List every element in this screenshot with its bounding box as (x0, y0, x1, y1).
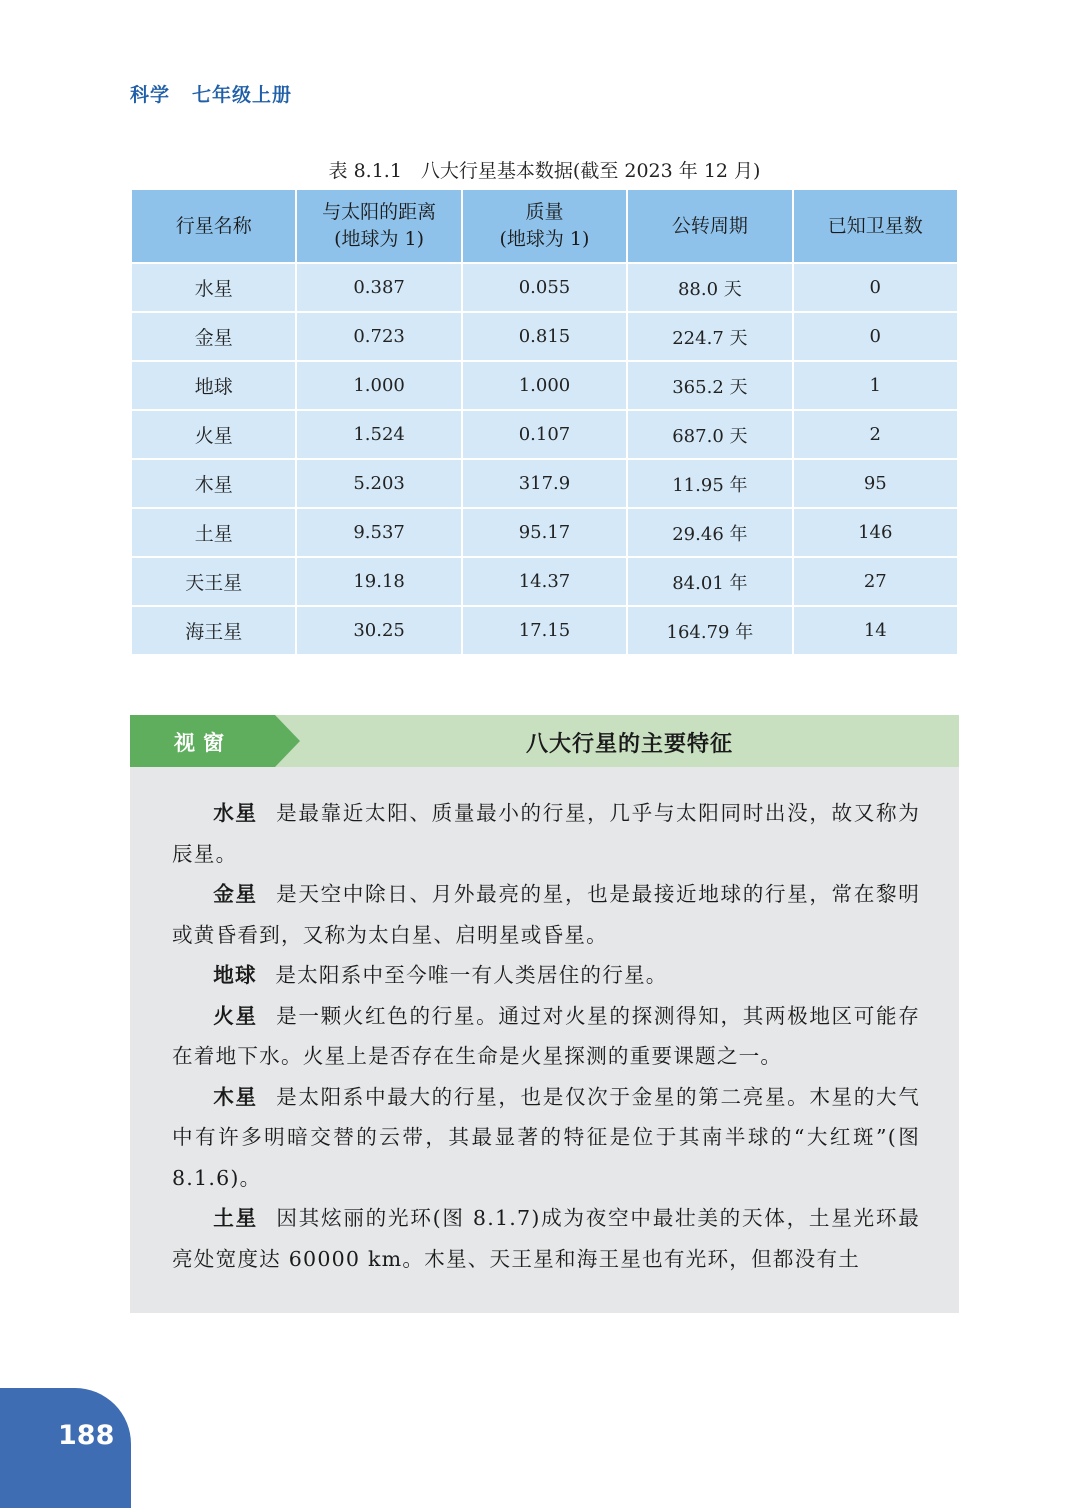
planet-paragraph (172, 955, 920, 996)
planet-term: 土星 (213, 1206, 258, 1230)
moons-cell: 1 (793, 361, 958, 410)
planet-paragraph (172, 996, 920, 1077)
planet-paragraph (172, 1077, 920, 1199)
planet-description: 是一颗火红色的行星。通过对火星的探测得知，其两极地区可能存在着地下水。火星上是否存在生命是火星探测的重要课题之一。 (172, 1003, 920, 1068)
distance-cell: 0.723 (296, 312, 461, 361)
distance-cell: 9.537 (296, 508, 461, 557)
table-row (131, 312, 958, 361)
planet-paragraph (172, 1198, 920, 1279)
planet-paragraph (172, 874, 920, 955)
planet-name-cell: 火星 (131, 410, 296, 459)
header-grade: 七年级上册 (192, 84, 293, 106)
moons-cell: 0 (793, 263, 958, 312)
distance-cell: 30.25 (296, 606, 461, 655)
mass-cell: 0.055 (462, 263, 627, 312)
table-row (131, 508, 958, 557)
planet-name-cell: 天王星 (131, 557, 296, 606)
table-row (131, 263, 958, 312)
mass-cell: 0.107 (462, 410, 627, 459)
period-cell: 84.01 年 (627, 557, 792, 606)
window-body (172, 793, 920, 1279)
window-sidebar-box (130, 715, 959, 1313)
planet-description: 是太阳系中至今唯一有人类居住的行星。 (275, 963, 668, 987)
period-cell: 11.95 年 (627, 459, 792, 508)
period-cell: 88.0 天 (627, 263, 792, 312)
planet-description: 是天空中除日、月外最亮的星，也是最接近地球的行星，常在黎明或黄昏看到，又称为太白星、启明星或昏星。 (172, 882, 920, 947)
planet-term: 地球 (213, 963, 257, 987)
planet-name-cell: 海王星 (131, 606, 296, 655)
planet-term: 水星 (213, 801, 258, 825)
column-header-planet: 行星名称 (131, 189, 296, 263)
table-row (131, 557, 958, 606)
planet-term: 木星 (213, 1084, 258, 1109)
planet-name-cell: 土星 (131, 508, 296, 557)
mass-cell: 95.17 (462, 508, 627, 557)
distance-cell: 19.18 (296, 557, 461, 606)
mass-cell: 0.815 (462, 312, 627, 361)
mass-cell: 17.15 (462, 606, 627, 655)
planet-description: 因其炫丽的光环(图 8.1.7)成为夜空中最壮美的天体，土星光环最亮处宽度达 60000 km。木星、天王星和海王星也有光环，但都没有土 (172, 1206, 920, 1271)
planet-paragraph (172, 793, 920, 874)
distance-cell: 1.524 (296, 410, 461, 459)
planet-description: 是太阳系中最大的行星，也是仅次于金星的第二亮星。木星的大气中有许多明暗交替的云带，其最显著的特征是位于其南半球的“大红斑”(图 8.1.6)。 (172, 1084, 920, 1190)
table-row (131, 361, 958, 410)
planet-name-cell: 金星 (131, 312, 296, 361)
running-header (130, 80, 292, 107)
distance-cell: 0.387 (296, 263, 461, 312)
moons-cell: 95 (793, 459, 958, 508)
planet-name-cell: 地球 (131, 361, 296, 410)
distance-cell: 1.000 (296, 361, 461, 410)
column-header-mass: 质量 (地球为 1) (462, 189, 627, 263)
moons-cell: 0 (793, 312, 958, 361)
table-row (131, 410, 958, 459)
period-cell: 365.2 天 (627, 361, 792, 410)
column-header-period: 公转周期 (627, 189, 792, 263)
moons-cell: 14 (793, 606, 958, 655)
table-header-row (131, 189, 958, 263)
window-tag-label: 视窗 (174, 731, 232, 755)
mass-cell: 317.9 (462, 459, 627, 508)
planet-term: 火星 (213, 1003, 258, 1028)
planet-name-cell: 木星 (131, 459, 296, 508)
period-cell: 164.79 年 (627, 606, 792, 655)
moons-cell: 2 (793, 410, 958, 459)
header-subject: 科学 (130, 84, 171, 106)
table-caption: 表 8.1.1 八大行星基本数据(截至 2023 年 12 月) (328, 160, 761, 182)
period-cell: 224.7 天 (627, 312, 792, 361)
moons-cell: 27 (793, 557, 958, 606)
planet-description: 是最靠近太阳、质量最小的行星，几乎与太阳同时出没，故又称为辰星。 (172, 801, 920, 866)
mass-cell: 1.000 (462, 361, 627, 410)
page-number: 188 (58, 1420, 115, 1451)
period-cell: 29.46 年 (627, 508, 792, 557)
window-title: 八大行星的主要特征 (525, 732, 733, 757)
column-header-distance: 与太阳的距离 (地球为 1) (296, 189, 461, 263)
table-row (131, 459, 958, 508)
distance-cell: 5.203 (296, 459, 461, 508)
planet-term: 金星 (213, 882, 258, 906)
column-header-moons: 已知卫星数 (793, 189, 958, 263)
planet-name-cell: 水星 (131, 263, 296, 312)
planet-data-table (130, 188, 959, 656)
moons-cell: 146 (793, 508, 958, 557)
table-row (131, 606, 958, 655)
period-cell: 687.0 天 (627, 410, 792, 459)
mass-cell: 14.37 (462, 557, 627, 606)
window-header-bar (130, 715, 959, 767)
